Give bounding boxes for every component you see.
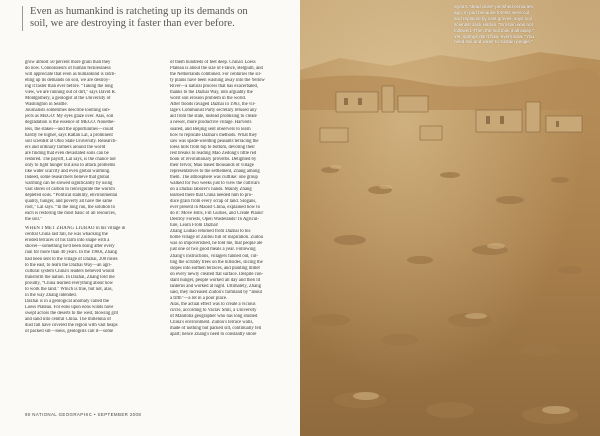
text-line: ers and ordinary farmers around the world [25,144,106,150]
text-line: swept across the deserts to the west, blowing grit [25,310,119,316]
text-line: circle, according to Vaclav Smil, a University [170,307,257,313]
text-line: soil scientist at Ohio State University. Research- [25,138,117,144]
ruins-landscape-illustration [300,0,600,436]
text-line: in the way Zhang intended. [25,292,77,298]
text-line: lage's Communist Party secretary refused any [170,108,257,114]
text-line: Zhang's instructions, villagers fanned out, cut- [170,253,259,259]
text-line: dust fall have covered the region with vast heaps [25,323,118,329]
text-line: Montgomery, a geologist at the University of [25,96,111,102]
text-line: aid from the state, instead promising to create [170,114,257,120]
text-line: restored. The payoff, Lal says, is the chance not [25,156,116,162]
text-line: on a Dazhai laborer's hands. Mainly Zhang [170,186,252,192]
text-line: Loess Plateau. For eons upon eons winds have [25,304,114,310]
caption-line: and replaced by vast groves, says soil [454,15,532,21]
text-line: proudly, “China learned everything about how [25,280,114,286]
text-line: of Manitoba geographer who has long studied [170,313,258,319]
text-line: shovel—something he'd been doing after every [25,244,115,250]
text-line: Destroy Forests, Open Wastelands! In Agricul- [170,217,259,223]
text-line: thanks to the Dazhai Way, into arguably the [170,90,253,96]
text-line: less, the stakes—and the opportunities—could [25,126,114,132]
text-line: the soil.” [25,217,43,223]
text-line: view, we are running out of dirt,” says David R. [25,90,116,96]
text-line: central China last fall, he was whacking the [25,232,108,238]
text-line: their fervor, Mao based thousands of village [170,162,254,168]
text-line: them. The atmosphere was cultlike: one group [170,174,258,180]
text-line: quality, hunger, and poverty all have the same [25,199,113,205]
text-line: ever present in Maoist China, explained how to [170,205,260,211]
text-column-left [25,60,158,335]
pull-quote-line: soil, we are destroying it faster than ever before. [30,18,235,30]
text-line: warming can be slowed significantly by using [25,180,113,186]
text-line: eroded terraces of his farm into shape with a [25,238,110,244]
text-line: grow almost 50 percent more grain than they [25,60,111,65]
paragraph [25,108,158,223]
text-line: walked for two weeks just to view the cultivars [170,180,260,186]
text-line: depleted soils. “Political stability, environmental [25,193,118,199]
text-line: stant hunger, people worked all day and then lit [170,277,261,283]
text-line: a newer, more productive village. Harvests [170,120,252,126]
caption-line: ago, in part because forests were cut [454,9,530,15]
text-line: worst soil erosion problem in the world. [170,96,247,102]
text-line: root,” Lal says. “In the long run, the solution to [25,205,115,211]
text-line: Zhang Liubao returned from Dazhai to his [170,229,251,235]
photo-caption [454,4,589,45]
text-line: degradation is the essence of MEGO. Nonethe- [25,120,115,126]
text-line: each is restoring the most basic of all resources, [25,211,116,217]
text-line: Dazhai is in a geological anomaly called the [25,298,110,304]
text-line: Alas, the actual effect was to create a vicious [170,301,256,307]
text-line: only to fight hunger but also to attack problems [25,162,116,168]
caption-line: Syria's “dead cities” perished centuries [454,4,533,9]
paragraph [170,229,303,302]
text-line: saw was spade-wielding peasants terracing the [170,138,259,144]
page-folio: 90 NATIONAL GEOGRAPHIC • SEPTEMBER 2008 [25,412,142,417]
text-line: how to replicate Dazhai's methods. What they [170,132,258,138]
text-line: will appreciate that even as humankind is ratch- [25,72,116,78]
text-line: Indeed, some researchers believe that global [25,174,110,180]
text-line: representatives to the settlement, Zhang among [170,168,260,174]
text-line: was so impoverished, he told me, that people ate [170,241,263,247]
text-line: ting the scrubby trees on the hillsides, slicing the [170,259,263,265]
text-line: like water scarcity and even global warming. [25,168,111,174]
text-line: rest breaks to reading Mao Zedong's little red [170,150,257,156]
text-line: duce grain from every scrap of land. Slogans, [170,199,257,205]
text-line: a fifth”—a lot in a poor place. [170,295,228,301]
text-line: Journalists sometimes describe looming sub- [25,108,111,114]
text-line: made of nothing but packed silt, continually fell [170,326,262,332]
text-line: Washington in Seattle. [25,102,68,108]
text-line: slopes into earthen terraces, and planting millet [170,265,260,271]
text-line: Plateau is about the size of France, Belgium, and [170,66,263,72]
text-line: just one or two good meals a year. Following [170,247,256,253]
text-line: home village of Zuitou full of inspiration. Zuitou [170,235,264,241]
paragraph [25,299,158,335]
paragraph [25,226,158,299]
section-lead-in: WHEN I MET ZHANG LIUBAO [25,226,95,232]
text-line: China's environment. Zuitou's terrace walls, [170,320,254,326]
landscape-photo [300,0,600,436]
text-line: jects as MEGO: My eyes glaze over. Alas, soil [25,114,114,120]
text-line: learned there that China needed him to pro- [170,193,253,199]
text-line: of them hundreds of feet deep. China's Loess [170,60,256,65]
pull-quote-line: Even as humankind is ratcheting up its demands on [30,6,248,17]
text-line: do it: Move Hills, Fill Gullies, and Create Plains! [170,211,264,217]
caption-line: scientist Jack Harlan. “Erosion was not [454,21,533,27]
paragraph [25,60,158,108]
text-line: rain for more than 40 years. In the 1960s, Zhang [25,250,117,256]
caption-line: need soil and water to sustain people.” [454,39,533,45]
text-line: River—a natural process that has exacerbated, [170,84,259,90]
text-line: vast stores of carbon to reinvigorate the world's [25,186,116,192]
text-line: cultural system China's leaders believed would [25,268,115,274]
text-line: of packed silt—loess, geologists call it—some [25,329,114,335]
text-line: ty plains have been washing away into the Yellow [170,78,265,84]
text-line: do now. Connoisseurs of human fecklessness [25,66,111,72]
text-line: lanterns and worked at night. Ultimately, Zhang [170,283,261,289]
text-line: the Netherlands combined. For centuries the sil- [170,72,262,78]
text-line: to work the land.” Which is true, but not, alas, [25,286,113,292]
paragraph [170,302,303,338]
text-line: soared, and Beijing sent observers to learn [170,126,251,132]
text-line: hardly be higher, says Rattan Lal, a prominent [25,132,113,138]
text-line: After floods ravaged Dazhai in 1963, the vil- [170,102,256,108]
text-line: book of revolutionary proverbs. Delighted by [170,156,257,162]
caption-line: followed. Then the soil took it all away.” [454,27,534,33]
text-line: are finding that even devastated soils can be [25,150,109,156]
paragraph [170,60,303,102]
paragraph [170,102,303,229]
text-line: ing it faster than ever before. “Taking the long [25,84,113,90]
text-line: had been sent to the village of Dazhai, 200 miles [25,256,118,262]
text-line: loess hills from top to bottom, devoting their [170,144,255,150]
text-line: on every newly created flat surface. Despite con- [170,271,264,277]
text-line: and sand into central China. The millennia of [25,316,111,322]
text-fragment: in his village in [94,226,126,232]
text-line: eting up its demands on soil, we are destroy- [25,78,110,84]
text-column-right [170,60,303,338]
text-line: to the east, to learn the Dazhai Way—an agri- [25,262,112,268]
pull-quote [22,6,290,31]
text-line: apart; hence Zhang's need to constantly shore [170,332,257,338]
text-line: ture, Learn From Dazhai! [170,223,219,229]
text-line: transform the nation. In Dazhai, Zhang told me [25,274,115,280]
caption-line: Yet, springs don't flow, rivers slow. “You [454,33,534,39]
text-line: said, they increased Zuitou's farmland by “about [170,289,263,295]
